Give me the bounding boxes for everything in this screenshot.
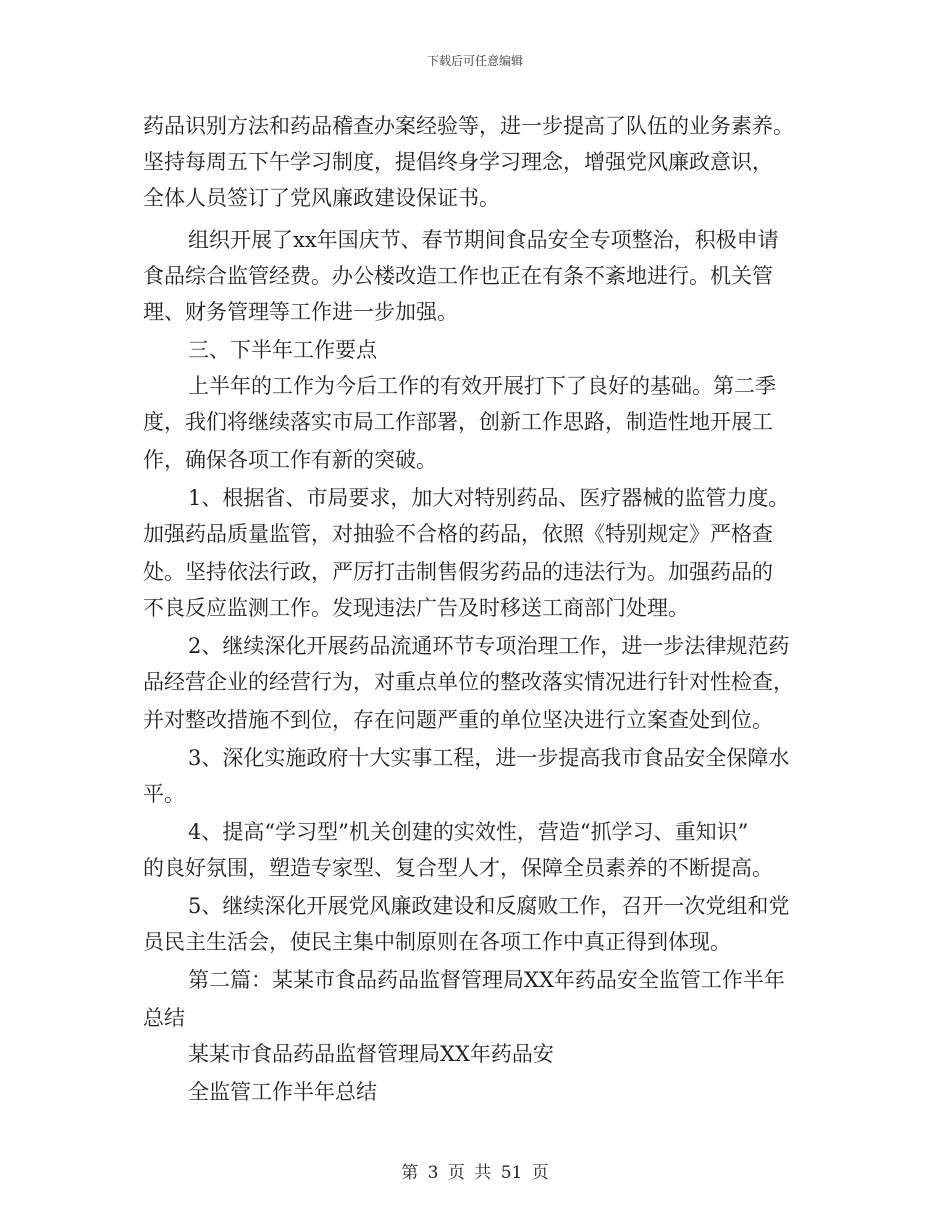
body-line: 作，确保各项工作有新的突破。 xyxy=(143,448,437,472)
body-line: 3、深化实施政府十大实事工程，进一步提高我市食品安全保障水 xyxy=(188,746,790,770)
section-heading: 总结 xyxy=(143,1006,185,1030)
body-line: 1、根据省、市局要求，加大对特别药品、医疗器械的监管力度。 xyxy=(188,486,790,510)
body-line: 度，我们将继续落实市局工作部署，创新工作思路，制造性地开展工 xyxy=(143,410,773,434)
page-header: 下载后可任意编辑 xyxy=(426,54,523,68)
page-number-footer: 第 3 页 共 51 页 xyxy=(401,1163,549,1183)
body-line: 上半年的工作为今后工作的有效开展打下了良好的基础。第二季 xyxy=(188,374,776,398)
body-line: 药品识别方法和药品稽查办案经验等，进一步提高了队伍的业务素养。 xyxy=(143,114,794,138)
body-line: 平。 xyxy=(143,782,185,806)
body-line: 员民主生活会，使民主集中制原则在各项工作中真正得到体现。 xyxy=(143,930,731,954)
body-line: 不良反应监测工作。发现违法广告及时移送工商部门处理。 xyxy=(143,596,689,620)
subtitle-line: 全监管工作半年总结 xyxy=(188,1080,377,1104)
body-line: 加强药品质量监管，对抽验不合格的药品，依照《特别规定》严格查 xyxy=(143,522,773,546)
body-line: 组织开展了xx年国庆节、春节期间食品安全专项整治，积极申请 xyxy=(188,228,779,252)
body-line: 品经营企业的经营行为，对重点单位的整改落实情况进行针对性检查， xyxy=(143,670,794,694)
body-line: 理、财务管理等工作进一步加强。 xyxy=(143,300,458,324)
body-line: 食品综合监管经费。办公楼改造工作也正在有条不紊地进行。机关管 xyxy=(143,264,773,288)
section-heading: 三、下半年工作要点 xyxy=(188,338,377,362)
body-line: 的良好氛围，塑造专家型、复合型人才，保障全员素养的不断提高。 xyxy=(143,856,773,880)
body-line: 坚持每周五下午学习制度，提倡终身学习理念，增强党风廉政意识， xyxy=(143,150,773,174)
body-line: 4、提高“学习型”机关创建的实效性，营造“抓学习、重知识” xyxy=(188,820,749,844)
body-line: 全体人员签订了党风廉政建设保证书。 xyxy=(143,186,500,210)
body-line: 并对整改措施不到位，存在问题严重的单位坚决进行立案查处到位。 xyxy=(143,708,773,732)
section-heading: 第二篇：某某市食品药品监督管理局XX年药品安全监管工作半年 xyxy=(188,968,785,992)
body-line: 处。坚持依法行政，严厉打击制售假劣药品的违法行为。加强药品的 xyxy=(143,560,773,584)
subtitle-line: 某某市食品药品监督管理局XX年药品安 xyxy=(188,1042,554,1066)
body-line: 5、继续深化开展党风廉政建设和反腐败工作，召开一次党组和党 xyxy=(188,894,790,918)
body-line: 2、继续深化开展药品流通环节专项治理工作，进一步法律规范药 xyxy=(188,634,790,658)
